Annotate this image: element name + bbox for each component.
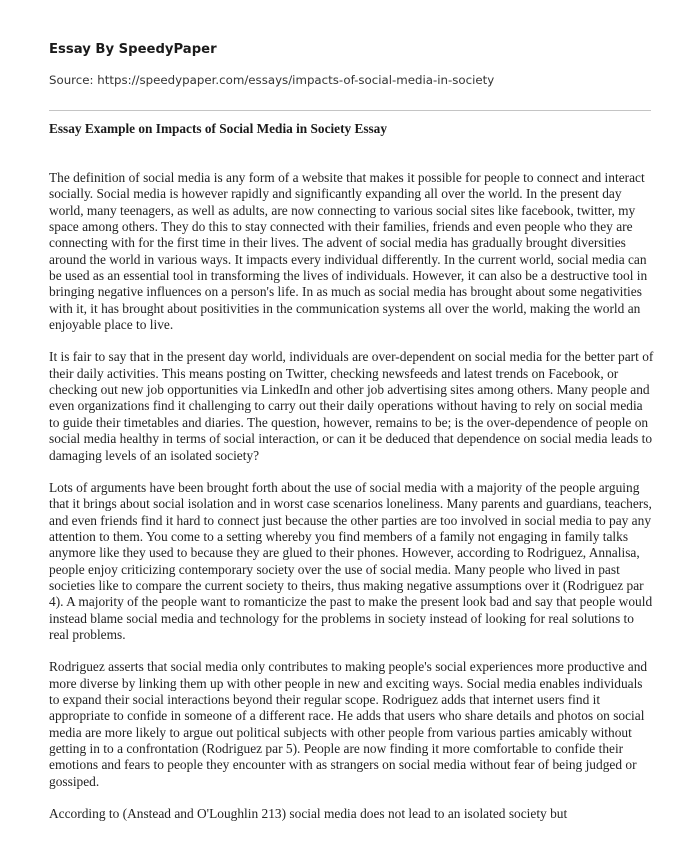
essay-paragraph-3: Lots of arguments have been brought forth about the use of social media with a majority of the people arguing that it brings about social isolation and in worst case scenarios loneliness. Many parents and guardians, teachers, and even friends find it hard to connect just because the other parties are too involved in social media to pay any attention to them. You come to a setting whereby you find members of a family not engaging in family talks anymore like they used to because they are glued to their phones. However, according to Rodriguez, Annalisa, people enjoy criticizing contemporary society over the use of social media. Many people who lived in past societies like to compare the current society to theirs, thus making negative assumptions over it (Rodriguez par 4). A majority of the people want to romanticize the past to make the present look bad and say that people would instead blame social media and technology for the problems in society instead of looking for real solutions to real problems. [49,479,653,642]
essay-paragraph-5: According to (Anstead and O'Loughlin 213) social media does not lead to an isolated society but [49,806,568,822]
source-line: Source: https://speedypaper.com/essays/impacts-of-social-media-in-society [49,73,495,87]
header-divider [49,110,651,111]
essay-paragraph-2: It is fair to say that in the present day world, individuals are over-dependent on social media for the better part of their daily activities. This means posting on Twitter, checking newsfeeds and latest trends on Facebook, or checking out new job opportunities via LinkedIn and other job advertising sites among others. Many people and even organizations find it challenging to carry out their daily operations without having to rely on social media to guide their timetables and diaries. The question, however, remains to be; is the over-dependence of people on social media healthy in terms of social interaction, or can it be deduced that dependence on social media leads to damaging levels of an isolated society? [49,349,654,463]
document-page [49,0,655,850]
essay-paragraph-4: Rodriguez asserts that social media only contributes to making people's social experiences more productive and more diverse by linking them up with other people in new and exciting ways. Social media enables individuals to expand their social interactions beyond their regular scope. Rodriguez adds that internet users find it appropriate to confide in someone of a different race. He adds that users who share details and photos on social media are more likely to argue out political subjects with other people from various parties amicably without getting in to a confrontation (Rodriguez par 5). People are now finding it more comfortable to confide their emotions and fears to people they encounter with as strangers on social media without fear of being judged or gossiped. [49,659,648,789]
essay-paragraph-1: The definition of social media is any form of a website that makes it possible for people to connect and interact socially. Social media is however rapidly and significantly expanding all over the world. In the present day world, many teenagers, as well as adults, are now connecting to various social sites like facebook, twitter, my space among others. They do this to stay connected with their families, friends and even people who they are connecting with for the first time in their lives. The advent of social media has gradually brought diversities around the world in various ways. It impacts every individual differently. In the current world, social media can be used as an essential tool in transforming the lives of individuals. However, it can also be a destructive tool in bringing negative influences on a person's life. In as much as social media has brought about some negativities with it, it has brought about positivities in the communication systems all over the world, making the world an enjoyable place to live. [49,170,648,333]
essay-title: Essay Example on Impacts of Social Media in Society Essay [49,121,387,136]
essay-author-heading: Essay By SpeedyPaper [49,42,217,57]
essay-body [49,170,654,838]
